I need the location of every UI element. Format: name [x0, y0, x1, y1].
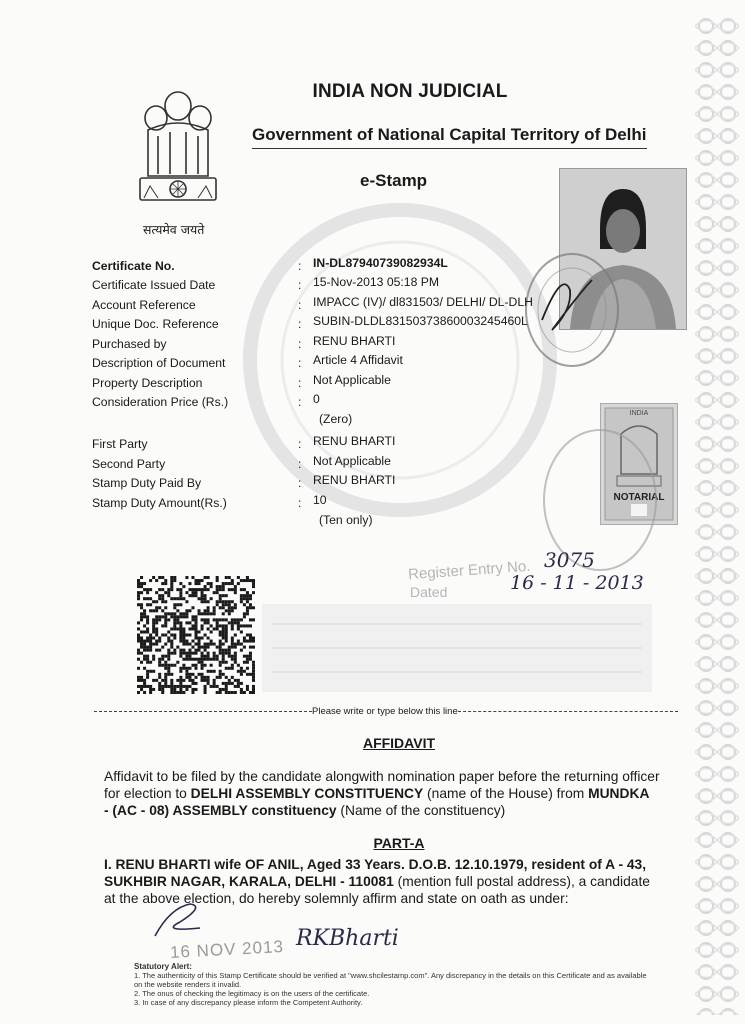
national-emblem-icon: [128, 86, 228, 214]
field-value: Not Applicable: [313, 454, 391, 468]
field-colon: :: [298, 356, 302, 370]
statutory-alert-item-1: 1. The authenticity of this Stamp Certificate should be verified at "www.shcilestamp.com". Any discrepancy in the details on this Certificate and as available on the website renders it invalid.: [134, 971, 647, 989]
field-value: RENU BHARTI: [313, 473, 396, 487]
register-entry-date-label: Dated: [410, 584, 448, 600]
deponent-address: SUKHBIR NAGAR, KARALA, DELHI - 110081: [104, 874, 394, 889]
intro-text: (name of the House) from: [423, 786, 589, 801]
notary-round-seal: [522, 250, 622, 370]
constituency-code: - (AC - 08) ASSEMBLY constituency: [104, 803, 337, 818]
field-colon: :: [298, 317, 302, 331]
field-label: Certificate Issued Date: [92, 278, 216, 292]
intro-text: for election to: [104, 786, 191, 801]
cut-line: [94, 706, 694, 717]
faint-security-print: [262, 604, 652, 692]
qr-code: [137, 576, 255, 694]
register-entry-number: 3075: [544, 548, 595, 572]
field-label: Certificate No.: [92, 259, 175, 273]
register-entry-date: 16 - 11 - 2013: [510, 572, 644, 594]
field-colon: :: [298, 395, 302, 409]
affidavit-intro-line-3: [104, 802, 699, 819]
field-value: IMPACC (IV)/ dl831503/ DELHI/ DL-DLH: [313, 295, 533, 309]
affidavit-intro: [104, 768, 699, 819]
cut-line-text: Please write or type below this line: [312, 706, 458, 717]
field-label: Purchased by: [92, 337, 167, 351]
field-label: Second Party: [92, 457, 166, 471]
field-value: Not Applicable: [313, 373, 391, 387]
field-colon: :: [298, 376, 302, 390]
field-colon: :: [298, 298, 302, 312]
statutory-alert-item-3: 3. In case of any discrepancy please inform the Competent Authority.: [134, 998, 363, 1007]
field-colon: :: [298, 476, 302, 490]
header-india-non-judicial: INDIA NON JUDICIAL: [312, 81, 508, 102]
field-value: Article 4 Affidavit: [313, 353, 403, 367]
affidavit-intro-line-1: Affidavit to be filed by the candidate alongwith nomination paper before the returning officer: [104, 769, 660, 784]
field-colon: :: [298, 457, 302, 471]
security-border-pattern: [695, 15, 739, 1015]
oath-text: (mention full postal address), a candidate: [393, 874, 650, 889]
intro-text: (Name of the constituency): [336, 803, 506, 818]
oath-line-1: [104, 856, 699, 873]
field-label: Account Reference: [92, 298, 196, 312]
field-colon: :: [298, 437, 302, 451]
field-value-words: (Ten only): [319, 513, 373, 527]
emblem-motto: सत्यमेव जयते: [143, 222, 205, 237]
field-label: Stamp Duty Paid By: [92, 476, 202, 490]
stamp-top-text: INDIA: [629, 410, 649, 417]
part-a-title: PART-A: [373, 835, 425, 851]
statutory-alert: [134, 962, 654, 1007]
register-entry-label: Register Entry No.: [407, 557, 531, 584]
field-value: RENU BHARTI: [313, 434, 396, 448]
field-label: Stamp Duty Amount(Rs.): [92, 496, 227, 510]
field-value-words: (Zero): [319, 412, 353, 426]
notarial-label: NOTARIAL: [613, 492, 665, 503]
signature: RKBharti: [296, 926, 399, 951]
field-value: 0: [313, 392, 320, 406]
field-value: 10: [313, 493, 327, 507]
field-colon: :: [298, 337, 302, 351]
field-colon: :: [298, 496, 302, 510]
field-label: First Party: [92, 437, 148, 451]
field-label: Unique Doc. Reference: [92, 317, 219, 331]
field-value: 15-Nov-2013 05:18 PM: [313, 275, 440, 289]
field-value: SUBIN-DLDL83150373860003245460L: [313, 314, 528, 328]
constituency-name: DELHI ASSEMBLY CONSTITUENCY: [190, 786, 424, 801]
deponent-details: I. RENU BHARTI wife OF ANIL, Aged 33 Years. D.O.B. 12.10.1979, resident of A - 43,: [104, 857, 647, 872]
field-label: Consideration Price (Rs.): [92, 395, 229, 409]
date-stamp: 16 NOV 2013: [169, 937, 285, 962]
field-colon: :: [298, 259, 302, 273]
field-value: RENU BHARTI: [313, 334, 396, 348]
field-colon: :: [298, 278, 302, 292]
field-value: IN-DL87940739082934L: [313, 256, 448, 270]
statutory-alert-title: Statutory Alert:: [134, 962, 192, 971]
affidavit-intro-line-2: [104, 785, 699, 802]
affidavit-title: AFFIDAVIT: [362, 735, 436, 751]
field-label: Description of Document: [92, 356, 226, 370]
initials-scribble: [150, 898, 210, 940]
statutory-alert-item-2: 2. The onus of checking the legitimacy is on the users of the certificate.: [134, 989, 370, 998]
header-e-stamp: e-Stamp: [360, 171, 428, 190]
oath-line-3: at the above election, do hereby solemnly affirm and state on oath as under:: [104, 891, 569, 906]
field-label: Property Description: [92, 376, 203, 390]
header-government-name: Government of National Capital Territory of Delhi: [252, 125, 647, 149]
constituency-place: MUNDKA: [588, 786, 650, 801]
oath-line-2: [104, 873, 699, 890]
